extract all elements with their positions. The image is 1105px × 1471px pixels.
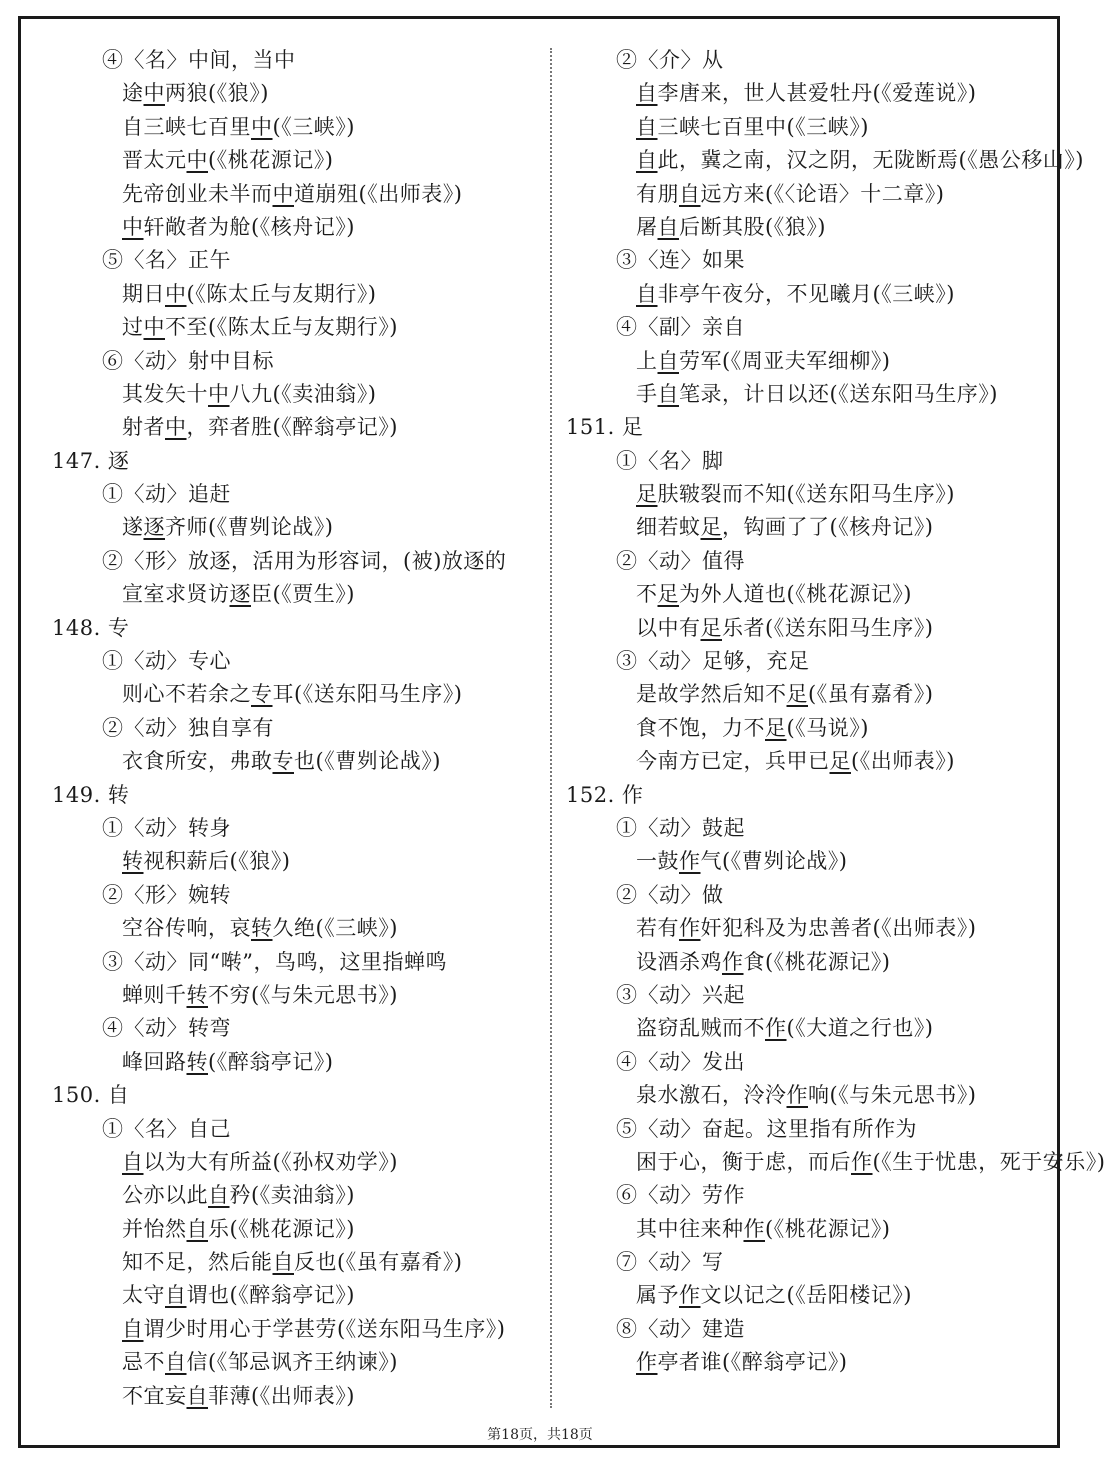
example-text-before: 其发矢十 [122, 381, 208, 406]
example-text-after: 两狼(《狼》) [165, 81, 269, 106]
example-text-after: 乐(《桃花源记》) [208, 1216, 355, 1241]
example-sentence [52, 111, 542, 144]
example-text-after: 文以记之(《岳阳楼记》) [700, 1283, 912, 1308]
keyword-underlined: 自 [208, 1183, 230, 1208]
example-text-after: 奸犯科及为忠善者(《出师表》) [700, 916, 977, 941]
sense-definition: ①〈动〉追赶 [102, 482, 231, 507]
example-text-before: 以中有 [636, 615, 701, 640]
example-text-before: 屠 [636, 214, 658, 239]
example-text-after: 轩敞者为舱(《核舟记》) [143, 214, 355, 239]
keyword-underlined: 自 [165, 1283, 187, 1308]
example-text-before: 先帝创业未半而 [122, 181, 273, 206]
example-text-after: 三峡七百里中(《三峡》) [657, 114, 869, 139]
example-sentence [566, 912, 1046, 945]
example-text-before: 宣室求贤访 [122, 582, 230, 607]
example-sentence [52, 678, 542, 711]
keyword-underlined: 自 [657, 348, 679, 373]
example-sentence [566, 578, 1046, 611]
keyword-underlined: 自 [272, 1250, 294, 1275]
example-text-before: 晋太元 [122, 148, 187, 173]
sense-definition: ②〈动〉独自享有 [102, 715, 274, 740]
example-sentence [566, 345, 1046, 378]
example-sentence [566, 1012, 1046, 1045]
entry-heading: 150. 自 [52, 1083, 130, 1108]
example-text-before: 一鼓 [636, 849, 679, 874]
example-text-before: 设酒杀鸡 [636, 949, 722, 974]
left-column [52, 44, 542, 1413]
example-text-before: 盗窃乱贼而不 [636, 1016, 765, 1041]
keyword-underlined: 作 [743, 1216, 765, 1241]
keyword-underlined: 自 [657, 381, 679, 406]
sense-definition: ②〈动〉值得 [616, 548, 745, 573]
example-text-after: 久绝(《三峡》) [272, 916, 398, 941]
example-text-after: 谓也(《醉翁亭记》) [186, 1283, 355, 1308]
example-sentence [52, 578, 542, 611]
example-text-before: 其中往来种 [636, 1216, 744, 1241]
example-text-after: 气(《曹刿论战》) [700, 849, 848, 874]
sense-definition: ①〈动〉专心 [102, 649, 231, 674]
example-text-after: 视积薪后(《狼》) [143, 849, 291, 874]
example-sentence [52, 1046, 542, 1079]
example-sentence [566, 1346, 1046, 1379]
example-text-after: 谓少时用心于学甚劳(《送东阳马生序》) [143, 1316, 506, 1341]
keyword-underlined: 自 [186, 1216, 208, 1241]
keyword-underlined: 自 [657, 214, 679, 239]
example-text-before: 蝉则千 [122, 982, 187, 1007]
keyword-underlined: 自 [636, 114, 658, 139]
sense-definition: ⑤〈名〉正午 [102, 248, 231, 273]
example-text-after: 亭者谁(《醉翁亭记》) [657, 1350, 848, 1375]
example-sentence [52, 912, 542, 945]
example-text-after: 齐师(《曹刿论战》) [165, 515, 334, 540]
keyword-underlined: 逐 [143, 515, 165, 540]
example-text-after: 臣(《贾生》) [251, 582, 355, 607]
example-text-after: 也(《曹刿论战》) [294, 749, 441, 774]
sense-definition: ③〈动〉同“啭”，鸟鸣，这里指蝉鸣 [102, 949, 447, 974]
example-sentence [566, 1279, 1046, 1312]
keyword-underlined: 专 [272, 749, 294, 774]
sense-definition: ④〈副〉亲自 [616, 315, 745, 340]
keyword-underlined: 中 [251, 114, 273, 139]
example-sentence [52, 411, 542, 444]
example-sentence [52, 144, 542, 177]
keyword-underlined: 足 [765, 715, 787, 740]
example-sentence [566, 77, 1046, 110]
keyword-underlined: 作 [722, 949, 744, 974]
sense-definition: ①〈动〉鼓起 [616, 815, 745, 840]
keyword-underlined: 作 [679, 849, 701, 874]
example-sentence [566, 378, 1046, 411]
example-text-before: 困于心，衡于虑，而后 [636, 1149, 851, 1174]
keyword-underlined: 足 [657, 582, 679, 607]
example-sentence [52, 77, 542, 110]
example-text-before: 过 [122, 315, 144, 340]
sense-definition: ⑦〈动〉写 [616, 1250, 724, 1275]
example-sentence [52, 1279, 542, 1312]
keyword-underlined: 中 [165, 415, 187, 440]
example-sentence [566, 712, 1046, 745]
example-text-before: 上 [636, 348, 658, 373]
keyword-underlined: 作 [679, 916, 701, 941]
example-text-before: 泉水激石，泠泠 [636, 1083, 787, 1108]
example-text-before: 并怡然 [122, 1216, 187, 1241]
example-text-after: 李唐来，世人甚爱牡丹(《爱莲说》) [657, 81, 977, 106]
keyword-underlined: 逐 [229, 582, 251, 607]
example-text-after: 远方来(《〈论语〉十二章》) [700, 181, 945, 206]
entry-heading: 152. 作 [566, 782, 644, 807]
sense-definition: ④〈动〉发出 [616, 1049, 745, 1074]
keyword-underlined: 作 [679, 1283, 701, 1308]
example-text-after: 此，冀之南，汉之阴，无陇断焉(《愚公移山》) [657, 148, 1084, 173]
example-text-before: 自三峡七百里 [122, 114, 251, 139]
example-sentence [52, 1380, 542, 1413]
keyword-underlined: 中 [272, 181, 294, 206]
example-text-after: (《大道之行也》) [786, 1016, 934, 1041]
sense-definition: ①〈动〉转身 [102, 815, 231, 840]
example-text-before: 知不足，然后能 [122, 1250, 273, 1275]
keyword-underlined: 转 [251, 916, 273, 941]
keyword-underlined: 中 [143, 81, 165, 106]
keyword-underlined: 作 [786, 1083, 808, 1108]
example-text-after: (《生于忧患，死于安乐》) [872, 1149, 1105, 1174]
example-text-after: 肤皲裂而不知(《送东阳马生序》) [657, 482, 955, 507]
sense-definition: ④〈名〉中间，当中 [102, 48, 296, 72]
example-sentence [52, 745, 542, 778]
sense-definition: ⑥〈动〉射中目标 [102, 348, 274, 373]
example-text-before: 细若蚊 [636, 515, 701, 540]
example-sentence [52, 1213, 542, 1246]
example-text-after: 乐者(《送东阳马生序》) [722, 615, 934, 640]
column-divider [550, 48, 552, 1408]
keyword-underlined: 自 [679, 181, 701, 206]
sense-definition: ④〈动〉转弯 [102, 1016, 231, 1041]
keyword-underlined: 足 [786, 682, 808, 707]
example-text-before: 公亦以此 [122, 1183, 208, 1208]
example-text-before: 今南方已定，兵甲已 [636, 749, 830, 774]
example-sentence [566, 745, 1046, 778]
sense-definition: ②〈动〉做 [616, 882, 724, 907]
sense-definition: ①〈名〉自己 [102, 1116, 231, 1141]
sense-definition: ⑥〈动〉劳作 [616, 1183, 745, 1208]
example-sentence [566, 1079, 1046, 1112]
entry-heading: 148. 专 [52, 615, 130, 640]
keyword-underlined: 中 [122, 214, 144, 239]
example-sentence [52, 311, 542, 344]
example-text-after: (《三峡》) [272, 114, 355, 139]
example-text-before: 忌不 [122, 1350, 165, 1375]
sense-definition: ②〈形〉婉转 [102, 882, 231, 907]
example-text-after: (《马说》) [786, 715, 869, 740]
example-text-before: 则心不若余之 [122, 682, 251, 707]
sense-definition: ⑧〈动〉建造 [616, 1316, 745, 1341]
example-text-after: 反也(《虽有嘉肴》) [294, 1250, 463, 1275]
example-text-after: 道崩殂(《出师表》) [294, 181, 463, 206]
example-sentence [52, 1246, 542, 1279]
keyword-underlined: 足 [636, 482, 658, 507]
sense-definition: ③〈动〉足够，充足 [616, 649, 810, 674]
example-sentence [566, 1213, 1046, 1246]
example-text-after: 八九(《卖油翁》) [229, 381, 377, 406]
example-text-after: 笔录，计日以还(《送东阳马生序》) [679, 381, 998, 406]
example-sentence [566, 1146, 1105, 1179]
example-sentence [566, 111, 1046, 144]
example-text-after: 信(《邹忌讽齐王纳谏》) [186, 1350, 398, 1375]
keyword-underlined: 足 [700, 515, 722, 540]
example-text-after: (《桃花源记》) [765, 1216, 891, 1241]
example-text-before: 太守 [122, 1283, 165, 1308]
example-sentence [566, 511, 1046, 544]
example-text-before: 属予 [636, 1283, 679, 1308]
example-text-before: 衣食所安，弗敢 [122, 749, 273, 774]
example-text-after: 不至(《陈太丘与友期行》) [165, 315, 398, 340]
example-sentence [52, 1346, 542, 1379]
sense-definition: ①〈名〉脚 [616, 448, 724, 473]
example-text-before: 是故学然后知不 [636, 682, 787, 707]
page-footer: 第18页，共18页 [487, 1427, 593, 1443]
example-text-after: 劳军(《周亚夫军细柳》) [679, 348, 891, 373]
example-text-after: 食(《桃花源记》) [743, 949, 891, 974]
example-sentence [566, 178, 1046, 211]
example-text-before: 空谷传响，哀 [122, 916, 251, 941]
keyword-underlined: 足 [829, 749, 851, 774]
example-text-before: 射者 [122, 415, 165, 440]
example-text-before: 不 [636, 582, 658, 607]
example-sentence [566, 678, 1046, 711]
keyword-underlined: 转 [186, 1049, 208, 1074]
keyword-underlined: 自 [636, 148, 658, 173]
example-sentence [52, 278, 542, 311]
example-sentence [566, 845, 1046, 878]
example-sentence [52, 1313, 542, 1346]
sense-definition: ③〈动〉兴起 [616, 982, 745, 1007]
example-text-after: (《出师表》) [851, 749, 955, 774]
example-text-before: 途 [122, 81, 144, 106]
example-sentence [566, 478, 1046, 511]
example-text-after: 以为大有所益(《孙权劝学》) [143, 1149, 398, 1174]
example-text-before: 遂 [122, 515, 144, 540]
keyword-underlined: 中 [186, 148, 208, 173]
sense-definition: ③〈连〉如果 [616, 248, 745, 273]
example-text-after: (《虽有嘉肴》) [808, 682, 934, 707]
right-column [566, 44, 1105, 1380]
example-sentence [566, 612, 1046, 645]
keyword-underlined: 中 [143, 315, 165, 340]
example-sentence [52, 378, 542, 411]
example-sentence [566, 278, 1046, 311]
example-text-after: 耳(《送东阳马生序》) [272, 682, 463, 707]
example-text-after: (《醉翁亭记》) [208, 1049, 334, 1074]
keyword-underlined: 足 [700, 615, 722, 640]
keyword-underlined: 自 [636, 281, 658, 306]
entry-heading: 151. 足 [566, 415, 644, 440]
example-text-after: ，弈者胜(《醉翁亭记》) [186, 415, 398, 440]
example-text-after: 后断其股(《狼》) [679, 214, 826, 239]
sense-definition: ②〈介〉从 [616, 48, 724, 72]
example-sentence [566, 211, 1046, 244]
keyword-underlined: 自 [122, 1316, 144, 1341]
keyword-underlined: 自 [122, 1149, 144, 1174]
keyword-underlined: 自 [186, 1383, 208, 1408]
example-text-before: 不宜妄 [122, 1383, 187, 1408]
sense-definition: ②〈形〉放逐，活用为形容词，(被)放逐的 [102, 548, 507, 573]
keyword-underlined: 中 [208, 381, 230, 406]
keyword-underlined: 专 [251, 682, 273, 707]
keyword-underlined: 转 [122, 849, 144, 874]
example-text-before: 食不饱，力不 [636, 715, 765, 740]
keyword-underlined: 中 [165, 281, 187, 306]
example-text-after: (《陈太丘与友期行》) [186, 281, 377, 306]
example-sentence [52, 845, 542, 878]
keyword-underlined: 转 [186, 982, 208, 1007]
example-text-before: 若有 [636, 916, 679, 941]
example-sentence [566, 946, 1046, 979]
example-sentence [566, 144, 1084, 177]
example-sentence [52, 211, 542, 244]
example-sentence [52, 511, 542, 544]
entry-heading: 149. 转 [52, 782, 130, 807]
example-text-before: 有朋 [636, 181, 679, 206]
entry-heading: 147. 逐 [52, 448, 130, 473]
example-text-after: ，钩画了了(《核舟记》) [722, 515, 934, 540]
keyword-underlined: 作 [636, 1350, 658, 1375]
example-sentence [52, 178, 542, 211]
keyword-underlined: 作 [851, 1149, 873, 1174]
example-text-before: 峰回路 [122, 1049, 187, 1074]
keyword-underlined: 自 [165, 1350, 187, 1375]
example-text-after: 矜(《卖油翁》) [229, 1183, 355, 1208]
example-text-after: 响(《与朱元思书》) [808, 1083, 977, 1108]
example-text-after: 为外人道也(《桃花源记》) [679, 582, 912, 607]
keyword-underlined: 作 [765, 1016, 787, 1041]
example-text-after: 菲薄(《出师表》) [208, 1383, 355, 1408]
example-text-after: 非亭午夜分，不见曦月(《三峡》) [657, 281, 955, 306]
example-sentence [52, 979, 542, 1012]
example-text-before: 期日 [122, 281, 165, 306]
example-text-before: 手 [636, 381, 658, 406]
keyword-underlined: 自 [636, 81, 658, 106]
example-text-after: (《桃花源记》) [208, 148, 334, 173]
example-text-after: 不穷(《与朱元思书》) [208, 982, 398, 1007]
example-sentence [52, 1179, 542, 1212]
example-sentence [52, 1146, 542, 1179]
sense-definition: ⑤〈动〉奋起。这里指有所作为 [616, 1116, 917, 1141]
